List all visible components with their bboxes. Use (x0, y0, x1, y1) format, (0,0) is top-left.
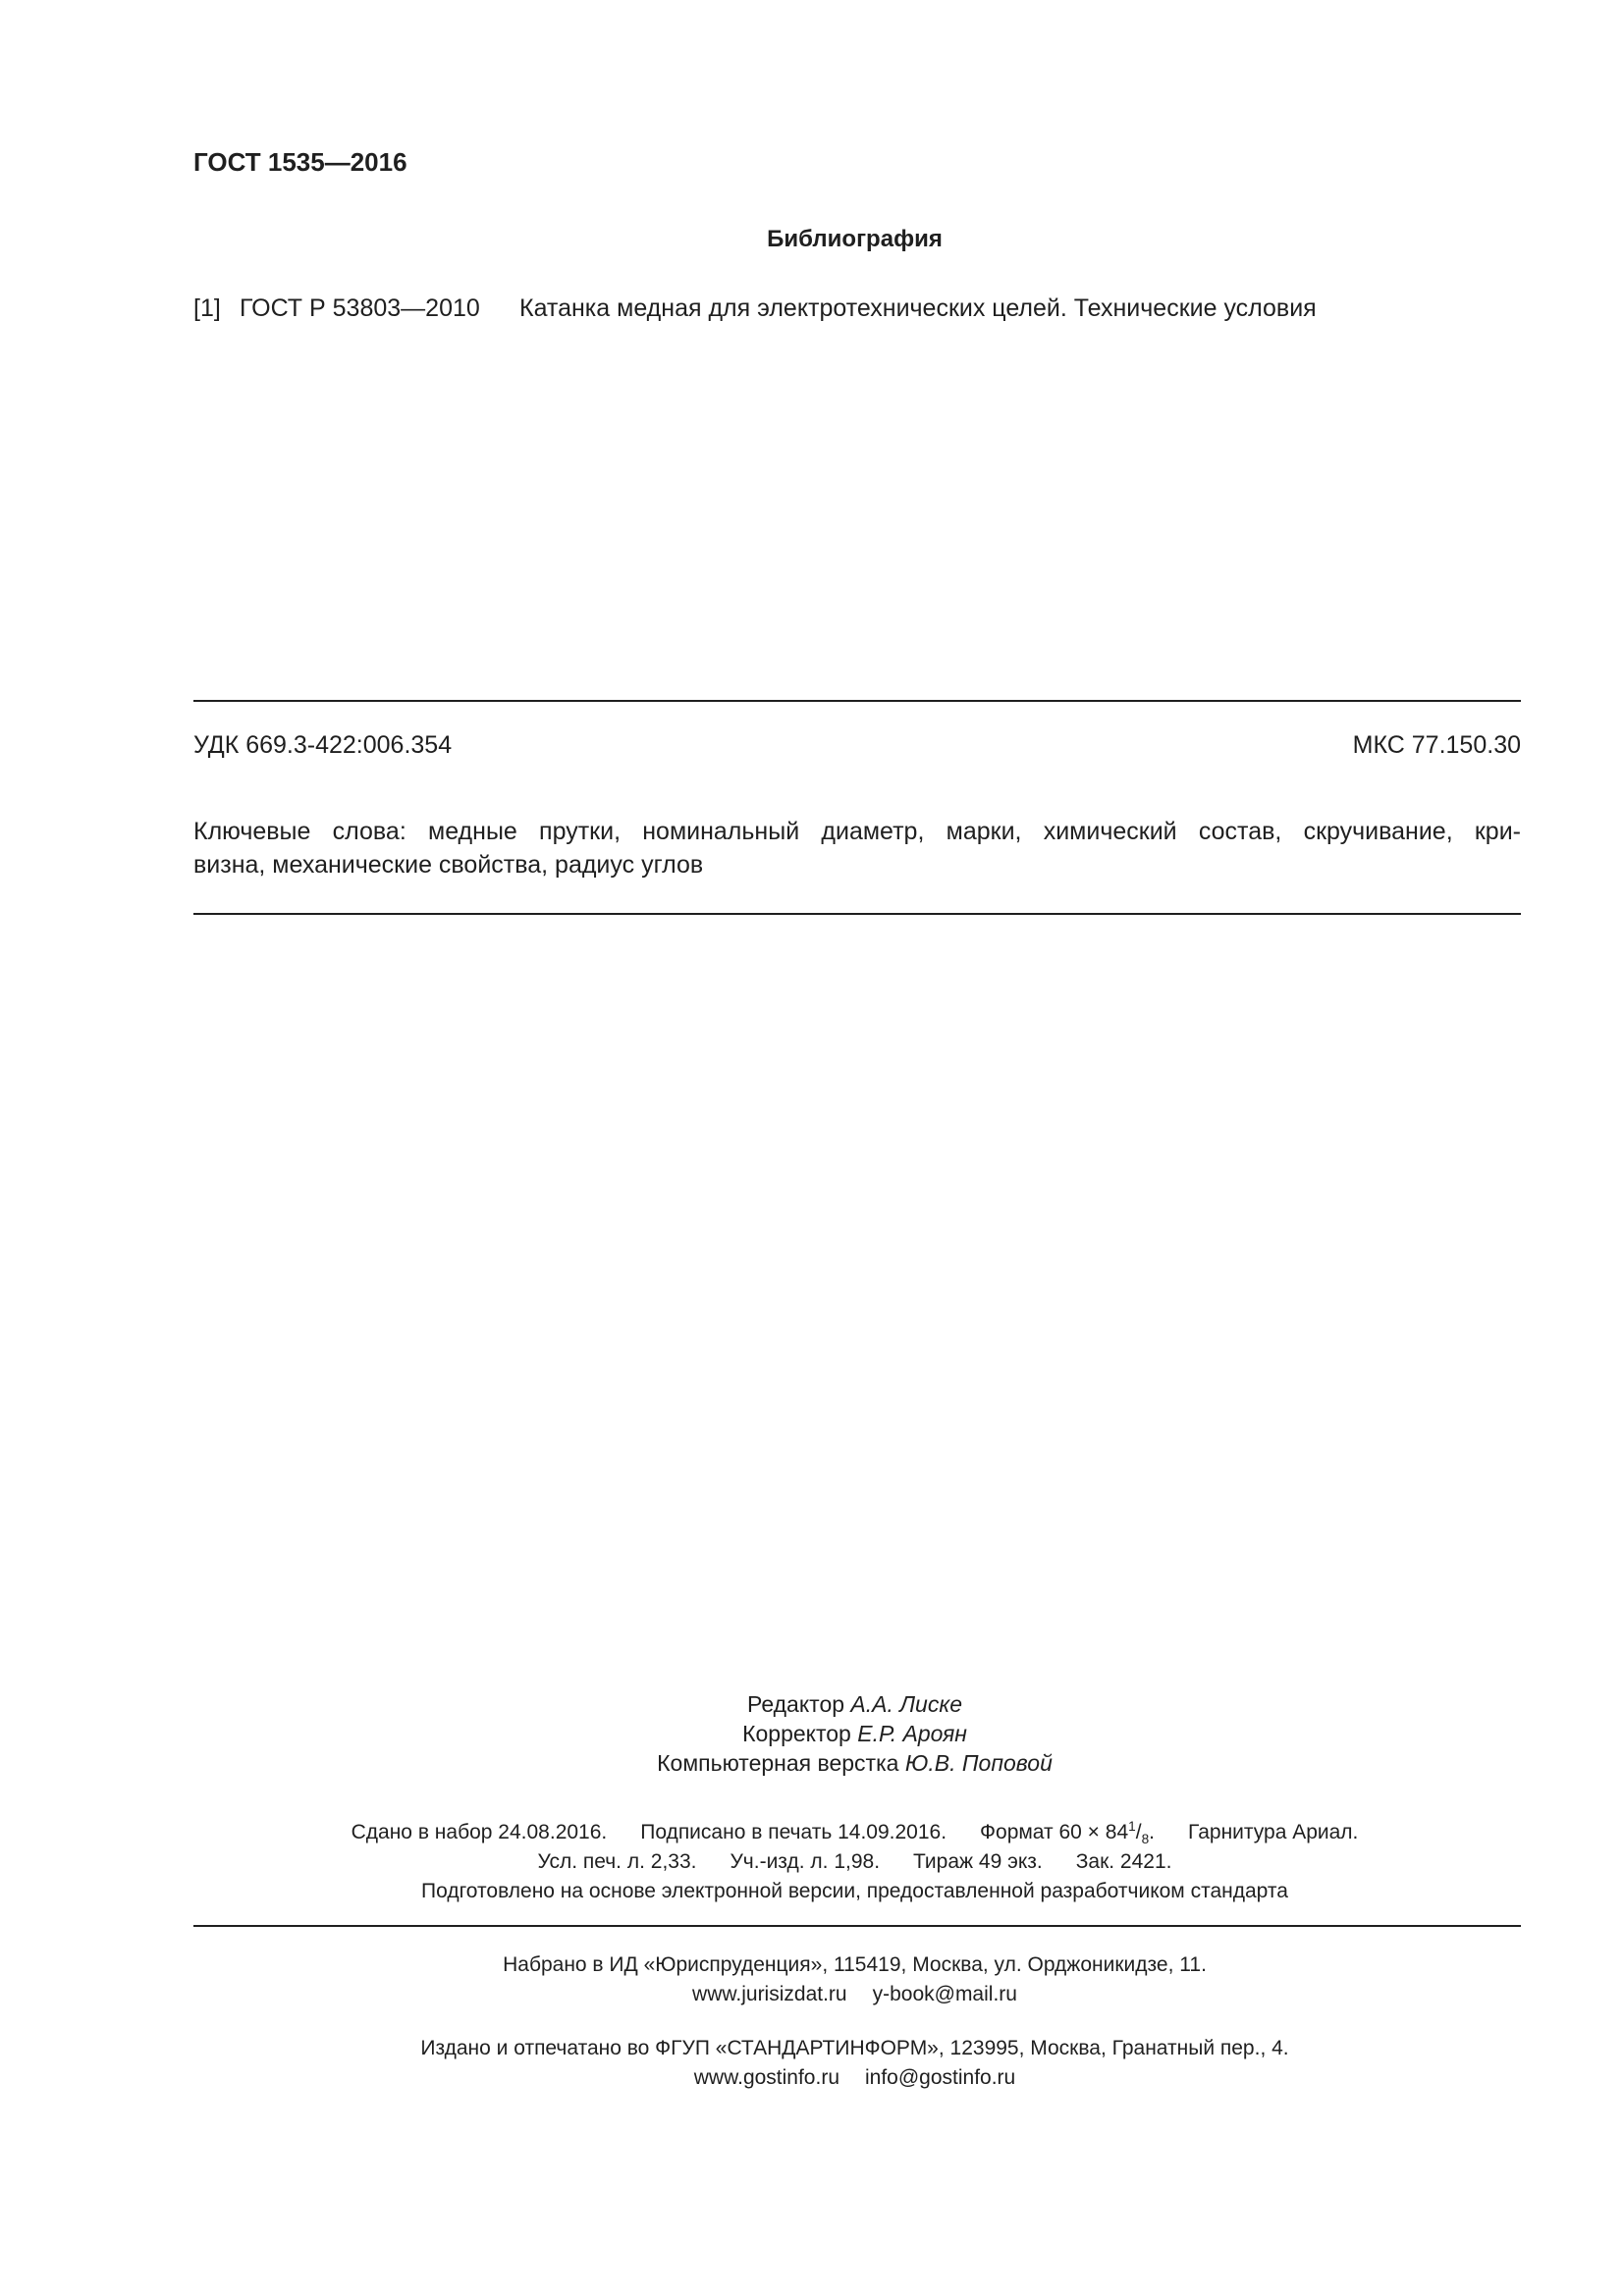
format (980, 1819, 1156, 1847)
mks-code: МКС 77.150.30 (1352, 731, 1521, 759)
print-sheets: Усл. печ. л. 2,33. (537, 1850, 697, 1873)
entry-title: Катанка медная для электротехнических целей. Технические условия (519, 294, 1317, 322)
bibliography-entry (193, 294, 1317, 323)
print-run: Тираж 49 экз. (913, 1850, 1043, 1873)
printed-contacts (0, 2066, 1623, 2090)
format-slash: / (1135, 1821, 1142, 1843)
format-sub: 8 (1141, 1832, 1150, 1847)
entry-number: [1] (193, 294, 221, 322)
udk-code: УДК 669.3-422:006.354 (193, 731, 453, 759)
typeset-info: Набрано в ИД «Юриспруденция», 115419, Москва, ул. Орджоникидзе, 11. (503, 1953, 1207, 1976)
entry-code: ГОСТ Р 53803—2010 (240, 294, 480, 322)
signed-date: Подписано в печать 14.09.2016. (640, 1821, 947, 1843)
layout-label: Компьютерная верстка (657, 1750, 899, 1776)
bibliography-title: Библиография (767, 226, 943, 252)
order-number: Зак. 2421. (1075, 1850, 1172, 1873)
typeset-contacts (0, 1983, 1623, 2006)
typeset-website[interactable]: www.jurisizdat.ru (692, 1983, 847, 2005)
format-sup: 1 (1128, 1819, 1136, 1834)
typeface: Гарнитура Ариал. (1188, 1821, 1359, 1843)
credit-corrector (0, 1721, 1623, 1747)
pub-sheets: Уч.-изд. л. 1,98. (730, 1850, 881, 1873)
editor-label: Редактор (747, 1691, 845, 1717)
typeset-email[interactable]: y-book@mail.ru (872, 1983, 1017, 2005)
divider-top (193, 700, 1521, 702)
divider-bottom (193, 1925, 1521, 1927)
imprint-line-1 (0, 1819, 1623, 1847)
printed-website[interactable]: www.gostinfo.ru (693, 2066, 839, 2089)
format-suffix: . (1149, 1821, 1156, 1843)
printed-info: Издано и отпечатано во ФГУП «СТАНДАРТИНФОРМ», 123995, Москва, Гранатный пер., 4. (420, 2037, 1289, 2059)
imprint-line-2 (0, 1850, 1623, 1874)
format-prefix: Формат 60 × 84 (980, 1821, 1129, 1843)
printed-email[interactable]: info@gostinfo.ru (865, 2066, 1016, 2089)
corrector-name: Е.Р. Ароян (857, 1721, 967, 1746)
keywords (193, 815, 1521, 881)
editor-name: А.А. Лиске (850, 1691, 962, 1717)
imprint-prepared: Подготовлено на основе электронной версии, предоставленной разработчиком стандарта (421, 1880, 1288, 1902)
credit-editor (0, 1691, 1623, 1718)
layout-name: Ю.В. Поповой (904, 1750, 1053, 1776)
keywords-line-1: Ключевые слова: медные прутки, номинальный диаметр, марки, химический состав, скручивание, кри- (193, 818, 1521, 845)
corrector-label: Корректор (742, 1721, 851, 1746)
submitted-date: Сдано в набор 24.08.2016. (351, 1821, 608, 1843)
document-code: ГОСТ 1535—2016 (193, 147, 407, 177)
credit-layout (0, 1750, 1623, 1777)
keywords-line-2: визна, механические свойства, радиус углов (193, 851, 704, 879)
divider-middle (193, 913, 1521, 915)
